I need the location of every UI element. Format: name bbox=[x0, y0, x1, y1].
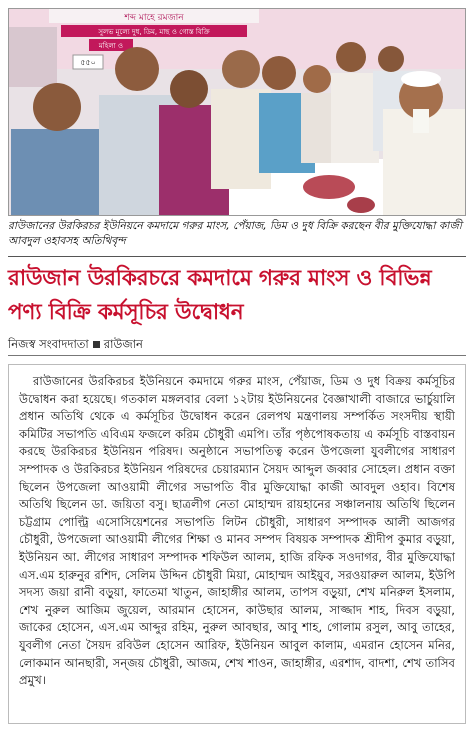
byline bbox=[8, 336, 466, 355]
byline-author: নিজস্ব সংবাদদাতা bbox=[8, 337, 89, 351]
article-body: রাউজানের উরকিরচর ইউনিয়নে কমদামে গরুর মাংস, পেঁয়াজ, ডিম ও দুধ বিক্রয় কর্মসূচির উদ্বোধন করা হয়েছে। গতকাল মঙ্গলবার বেলা ১২টায় ইউনিয়নের বৈজ্ঞাখালী বাজারে ভার্চুয়ালি প্রধান অতিথি থেকে এ কর্মসূচির উদ্বোধন করেন রেলপথ মন্ত্রণালয় সম্পর্কিত সংসদীয় স্থায়ী কমিটির সভাপতি এবিএম ফজলে করিম চৌধুরী এমপি। তাঁর পৃষ্ঠপোষকতায় এ কর্মসূচি বাস্তবায়ন করছে উরকিরচর ইউনিয়ন পরিষদ। অনুষ্ঠানে সভাপতিত্ব করেন উপজেলা যুবলীগের সাধারণ সম্পাদক ও উরকিরচর ইউনিয়ন পরিষদের চেয়ারম্যান সৈয়দ আব্দুল জব্বার সোহেল। প্রধান বক্তা ছিলেন উপজেলা আওয়ামী লীগের সভাপতি বীর মুক্তিযোদ্ধা কাজী আবদুল ওহাব। বিশেষ অতিথি ছিলেন ডা. জয়িতা বসু। ছাত্রলীগ নেতা মোহাম্মদ রায়হানের সঞ্চালনায় অতিথি ছিলেন চট্টগ্রাম পোল্ট্রি এসোসিয়েশনের সভাপতি লিটন চৌধুরী, সাধারণ সম্পাদক আলী আজগর চৌধুরী, উপজেলা আওয়ামী লীগের শিক্ষা ও মানব সম্পদ বিষয়ক সম্পাদক শ্রীদীপ কুমার বড়ুয়া, ইউনিয়ন আ. লীগের সাধারণ সম্পাদক শফিউল আলম, হাজি রফিক সওদাগর, বীর মুক্তিযোদ্ধা এস.এম হারুনুর রশিদ, সেলিম উদ্দিন চৌধুরী মিয়া, মোহাম্মদ আইয়ুব, সরওয়ারুল আলম, ইউপি সদস্য জয়া রানী বড়ুয়া, ফাতেমা খাতুন, জাহাঙ্গীর আলম, তাপস বড়ুয়া, শেখ মনিরুল ইসলাম, শেখ নুরুল আজিম জুয়েল, আরমান হোসেন, কাউছার আলম, সাজ্জাদ শাহ, দিবস বড়ুয়া, জাকের হোসেন, এস.এম আব্দুর রহিম, নুরুল আবছার, আবু শাহ, গোলাম রসুল, আবু তাহের, যুবলীগ নেতা সৈয়দ রবিউল হোসেন আরিফ, ইউনিয়ন আবুল কালাম, এমরান হোসেন মনির, লোকমান আনছারী, সন্জয় চৌধুরী, আজম, শেখ শাওন, জাহাঙ্গীর, এরশাদ, বাদশা, শেখ তাসিব প্রমুখ। bbox=[19, 374, 455, 688]
banner-line1-text: সুলভ মূল্যে দুধ, ডিম, মাছ ও গোস্ত বিক্রি bbox=[98, 28, 210, 36]
banner-line2-text: মহিলা ও bbox=[98, 42, 124, 50]
divider-line bbox=[8, 355, 466, 356]
news-photo bbox=[8, 8, 466, 216]
article-body-frame bbox=[8, 364, 466, 724]
square-bullet-icon bbox=[93, 341, 100, 348]
banner-price-text: ৫৫০ bbox=[80, 58, 96, 67]
photo-caption: রাউজানের উরকিরচর ইউনিয়নে কমদামে গরুর মাংস, পেঁয়াজ, ডিম ও দুধ বিক্রি করছেন বীর মুক্তিযোদ্ধা কাজী আবদুল ওহাবসহ অতিথিবৃন্দ bbox=[8, 220, 462, 247]
divider-line bbox=[8, 256, 466, 257]
banner-top-text: শব্দ মাহে রমজান bbox=[124, 13, 184, 23]
byline-location: রাউজান bbox=[103, 337, 143, 351]
event-photo-illustration bbox=[9, 9, 466, 216]
article-headline: রাউজান উরকিরচরে কমদামে গরুর মাংস ও বিভিন্ন পণ্য বিক্রি কর্মসূচির উদ্বোধন bbox=[8, 266, 432, 325]
